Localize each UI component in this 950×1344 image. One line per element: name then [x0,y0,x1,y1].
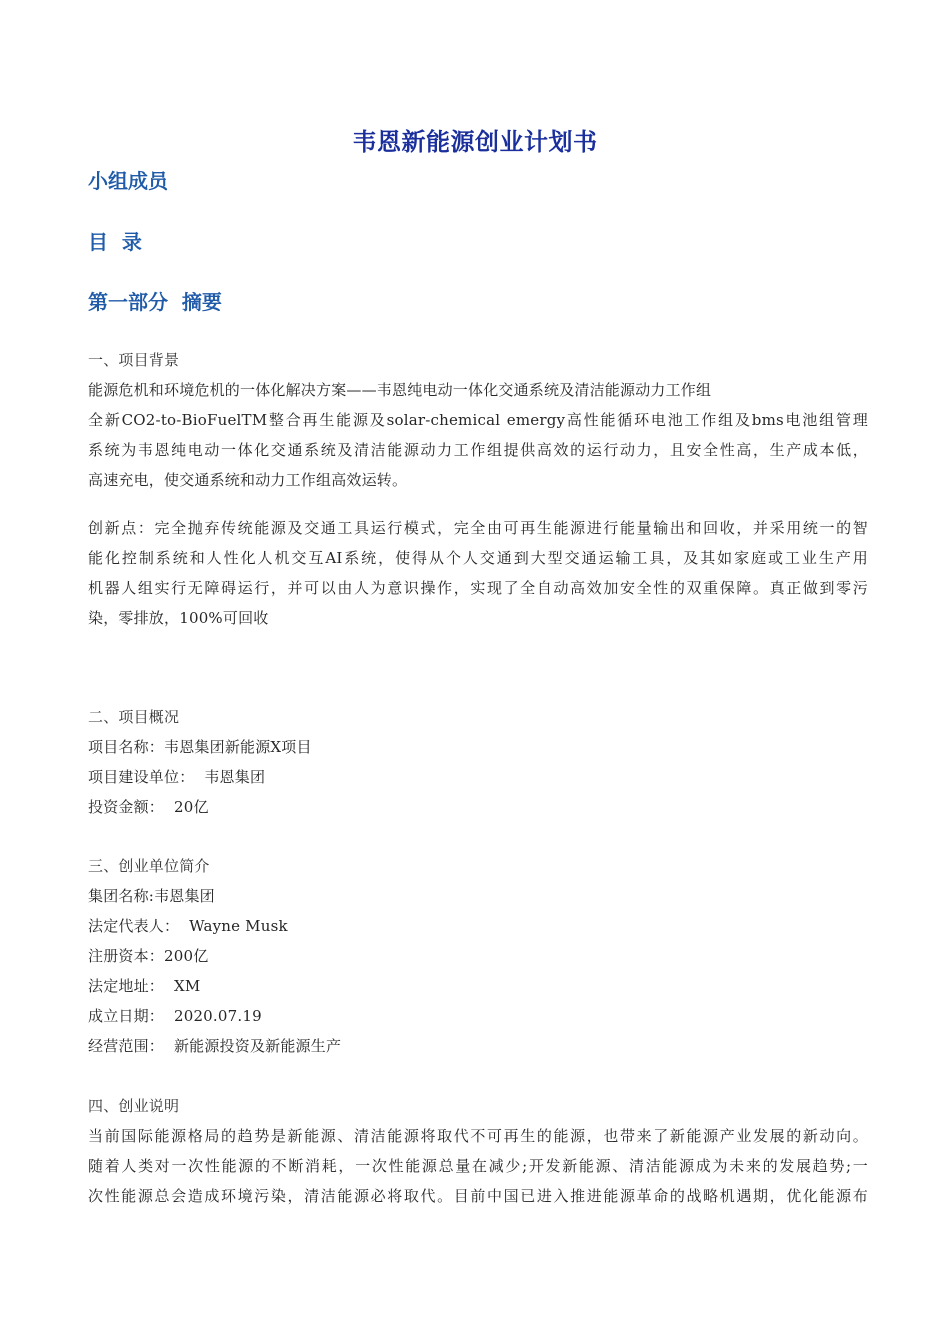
section-company-profile [88,851,868,1061]
field-key: 成立日期： [88,1007,165,1025]
field-row-investment [88,792,868,822]
paragraph-line: 能源危机和环境危机的一体化解决方案——韦恩纯电动一体化交通系统及清洁能源动力工作组 [88,381,712,399]
field-key: 投资金额： [88,798,165,816]
section-label: 二、项目概况 [88,708,180,726]
field-key: 法定代表人： [88,917,180,935]
field-key: 注册资本： [88,947,165,965]
section-business-description [88,1091,868,1211]
field-row-founded [88,1001,868,1031]
paragraph-line: 当前国际能源格局的趋势是新能源、清洁能源将取代不可再生的能源，也带来了新能源产业发展的新动向。 [88,1127,868,1145]
field-key: 集团名称: [88,887,155,905]
field-row-project-name [88,732,868,762]
paragraph-line: 次性能源总会造成环境污染，清洁能源必将取代。目前中国已进入推进能源革命的战略机遇期，优化能源布 [88,1187,868,1205]
field-value: 韦恩集团新能源X项目 [164,738,312,756]
field-key: 经营范围： [88,1037,165,1055]
paragraph-line: 创新点：完全抛弃传统能源及交通工具运行模式，完全由可再生能源进行能量输出和回收，并采用统一的智 [88,519,868,537]
paragraph-line: 能化控制系统和人性化人机交互AI系统，使得从个人交通到大型交通运输工具，及其如家庭或工业生产用 [88,549,868,567]
field-row-builder [88,762,868,792]
section-project-overview [88,702,868,822]
field-value: XM [164,977,201,995]
field-row-legal-rep [88,911,868,941]
section-label: 三、创业单位简介 [88,857,210,875]
field-value: 2020.07.19 [164,1007,262,1025]
paragraph-line: 机器人组实行无障碍运行，并可以由人为意识操作，实现了全自动高效加安全性的双重保障。真正做到零污 [88,579,868,597]
field-value: 新能源投资及新能源生产 [164,1037,342,1055]
heading-part-one-summary: 第一部分 摘要 [88,290,222,314]
field-value: Wayne Musk [179,917,288,935]
section-label: 四、创业说明 [88,1097,180,1115]
section-project-background [88,345,868,495]
field-row-group-name [88,881,868,911]
paragraph-line: 高速充电，使交通系统和动力工作组高效运转。 [88,471,408,489]
field-value: 韦恩集团 [154,887,215,905]
paragraph-line: 系统为韦恩纯电动一体化交通系统及清洁能源动力工作组提供高效的运行动力，且安全性高，生产成本低， [88,441,868,459]
section-label: 一、项目背景 [88,351,180,369]
field-value: 20亿 [164,798,209,816]
paragraph-line: 染，零排放，100%可回收 [88,609,269,627]
paragraph-line: 随着人类对一次性能源的不断消耗，一次性能源总量在减少;开发新能源、清洁能源成为未来的发展趋势;一 [88,1157,868,1175]
field-row-capital [88,941,868,971]
field-key: 法定地址： [88,977,165,995]
field-key: 项目建设单位： [88,768,195,786]
field-row-address [88,971,868,1001]
field-value: 200亿 [164,947,209,965]
field-row-business-scope [88,1031,868,1061]
heading-table-of-contents: 目 录 [88,230,142,254]
paragraph-line: 全新CO2-to-BioFuelTM整合再生能源及solar-chemical emergy高性能循环电池工作组及bms电池组管理 [88,411,869,429]
field-key: 项目名称： [88,738,165,756]
heading-group-members: 小组成员 [88,169,168,193]
field-value: 韦恩集团 [194,768,266,786]
document-title: 韦恩新能源创业计划书 [352,128,598,156]
paragraph-innovation [88,513,868,633]
